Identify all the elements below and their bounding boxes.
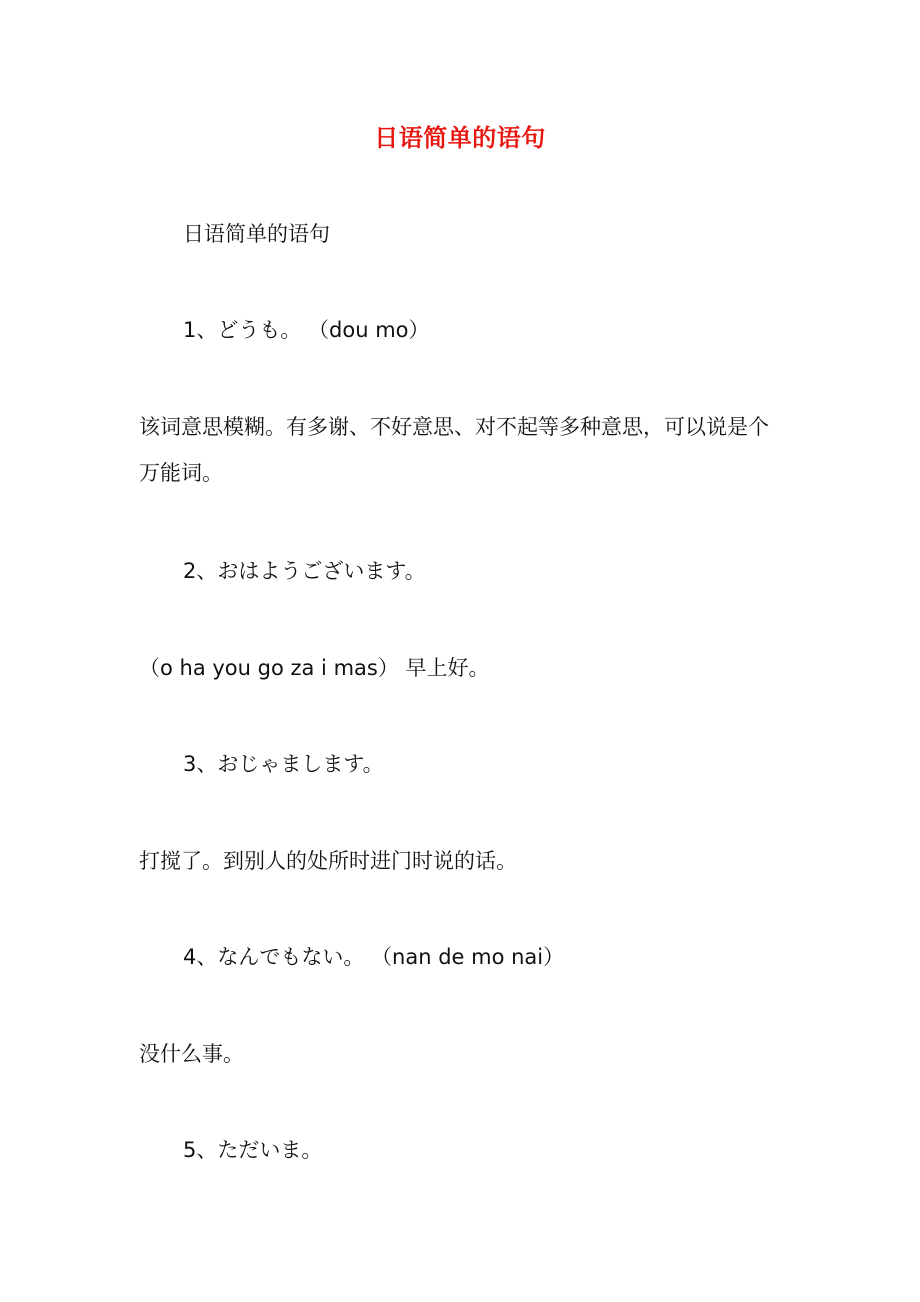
item-1-heading: 1、どうも。 （dou mo） xyxy=(183,318,430,342)
subtitle-line: 日语简单的语句 xyxy=(183,222,330,246)
item-4-explanation: 没什么事。 xyxy=(139,1042,244,1066)
item-3-explanation: 打搅了。到别人的处所时进门时说的话。 xyxy=(139,849,517,873)
item-5-heading: 5、ただいま。 xyxy=(183,1138,323,1162)
item-4-heading: 4、なんでもない。 （nan de mo nai） xyxy=(183,945,565,969)
item-2-heading: 2、おはようございます。 xyxy=(183,559,426,583)
item-3-heading: 3、おじゃまします。 xyxy=(183,752,384,776)
item-2-explanation: （o ha you go za i mas） 早上好。 xyxy=(139,656,490,680)
document-title: 日语简单的语句 xyxy=(374,124,546,152)
item-1-explanation: 该词意思模糊。有多谢、不好意思、对不起等多种意思，可以说是个万能词。 xyxy=(139,415,769,485)
